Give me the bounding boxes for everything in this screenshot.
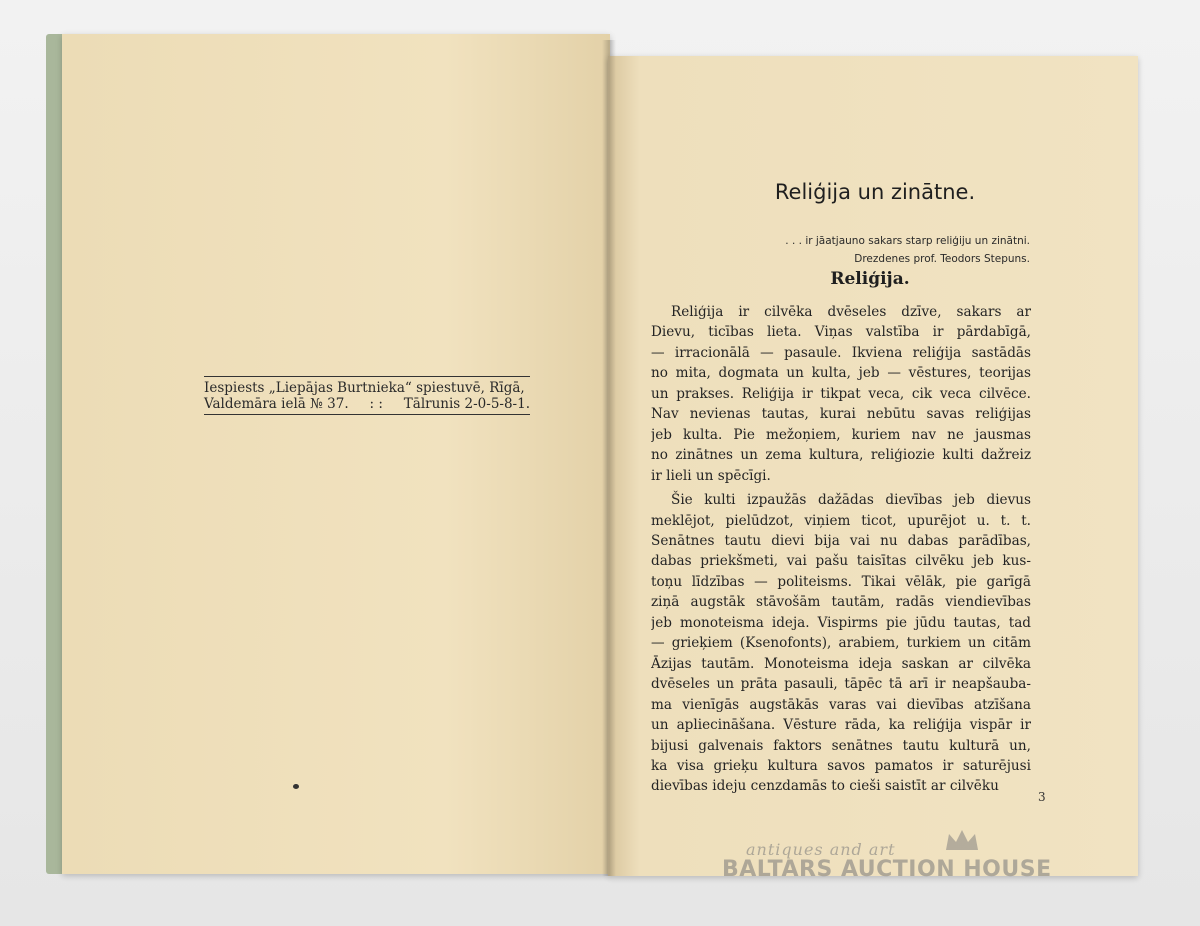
imprint-line-1 <box>204 380 530 396</box>
text-line: Nav nevienas tautas, kurai nebūtu savas reliģijas <box>651 406 1031 423</box>
text-line: bijusi galvenais faktors senātnes tautu kulturā un, <box>651 737 1031 754</box>
text-line: no mita, dogmata un kulta, jeb — vēstures, teorijas <box>651 365 1031 382</box>
text-line: Dievu, ticības lieta. Viņas valstība ir pārdabīgā, <box>651 324 1031 341</box>
imprint-printer: Iespiests „Liepājas Burtnieka“ spiestuvē, Rīgā, <box>204 380 525 396</box>
text-line: dvēseles un prāta pasauli, tāpēc tā arī ir neapšauba- <box>651 676 1031 693</box>
text-line: toņu līdzības — politeisms. Tikai vēlāk, pie garīgā <box>651 573 1031 590</box>
epigraph <box>660 232 1030 268</box>
text-line: Reliģija ir cilvēka dvēseles dzīve, sakars ar <box>671 304 1031 320</box>
text-line: dievības ideju cenzdamās to cieši saistīt ar cilvēku <box>651 778 999 795</box>
text-line: un prakses. Reliģija ir tikpat veca, cik veca cilvēce. <box>651 385 1031 402</box>
text-line: ma vienīgās augstākās varas vai dievības atzīšana <box>651 696 1031 713</box>
text-line: ir lieli un spēcīgi. <box>651 467 771 484</box>
epigraph-author: Drezdenes prof. Teodors Stepuns. <box>854 253 1030 265</box>
imprint-phone: Tālrunis 2-0-5-8-1. <box>403 396 530 412</box>
text-line: no zinātnes un zema kultura, reliģiozie kulti dažreiz <box>651 447 1031 464</box>
imprint-line-2 <box>204 396 530 412</box>
paragraph-2 <box>651 490 1031 797</box>
text-line: — irracionālā — pasaule. Ikviena reliģija sastādās <box>651 344 1031 361</box>
imprint-separator: : : <box>369 396 383 412</box>
book-gutter <box>602 40 616 876</box>
text-line: un apliecināšana. Vēsture rāda, ka reliģija vispār ir <box>651 717 1031 734</box>
left-page <box>62 34 610 874</box>
imprint-address: Valdemāra ielā № 37. <box>204 396 349 412</box>
text-line: meklējot, pielūdzot, viņiem ticot, upurējot u. t. t. <box>651 512 1031 529</box>
chapter-title: Reliģija un zinātne. <box>774 180 976 204</box>
text-line: — grieķiem (Ksenofonts), arabiem, turkiem un citām <box>651 635 1031 652</box>
paragraph-1 <box>651 302 1031 486</box>
body-text <box>651 302 1031 797</box>
page-number: 3 <box>1038 790 1046 804</box>
text-line: ka visa grieķu kultura savos pamatos ir saturējusi <box>651 757 1031 774</box>
text-line: Āzijas tautām. Monoteisma ideja saskan ar cilvēka <box>651 655 1031 672</box>
watermark-brand: BALTARS AUCTION HOUSE <box>722 857 1052 882</box>
epigraph-quote: . . . ir jāatjauno sakars starp reliģiju un zinātni. <box>785 235 1030 247</box>
printer-imprint <box>204 376 530 415</box>
crown-icon <box>944 828 980 854</box>
text-line: ziņā augstāk stāvošām tautām, radās viendievības <box>651 594 1031 611</box>
text-line: Šie kulti izpaužās dažādas dievības jeb dievus <box>671 492 1031 509</box>
text-line: jeb monoteisma ideja. Vispirms pie jūdu tautas, tad <box>651 614 1031 631</box>
text-line: Senātnes tautu dievi bija vai nu dabas parādības, <box>651 532 1031 549</box>
text-line: dabas priekšmeti, vai pašu taisītas cilvēku jeb kus- <box>651 553 1031 570</box>
watermark-tagline: antiques and art <box>746 840 896 859</box>
watermark <box>722 840 1122 882</box>
paper-speck <box>293 784 299 789</box>
section-heading: Reliģija. <box>830 269 910 289</box>
text-line: jeb kulta. Pie mežoņiem, kuriem nav ne jausmas <box>651 426 1031 443</box>
